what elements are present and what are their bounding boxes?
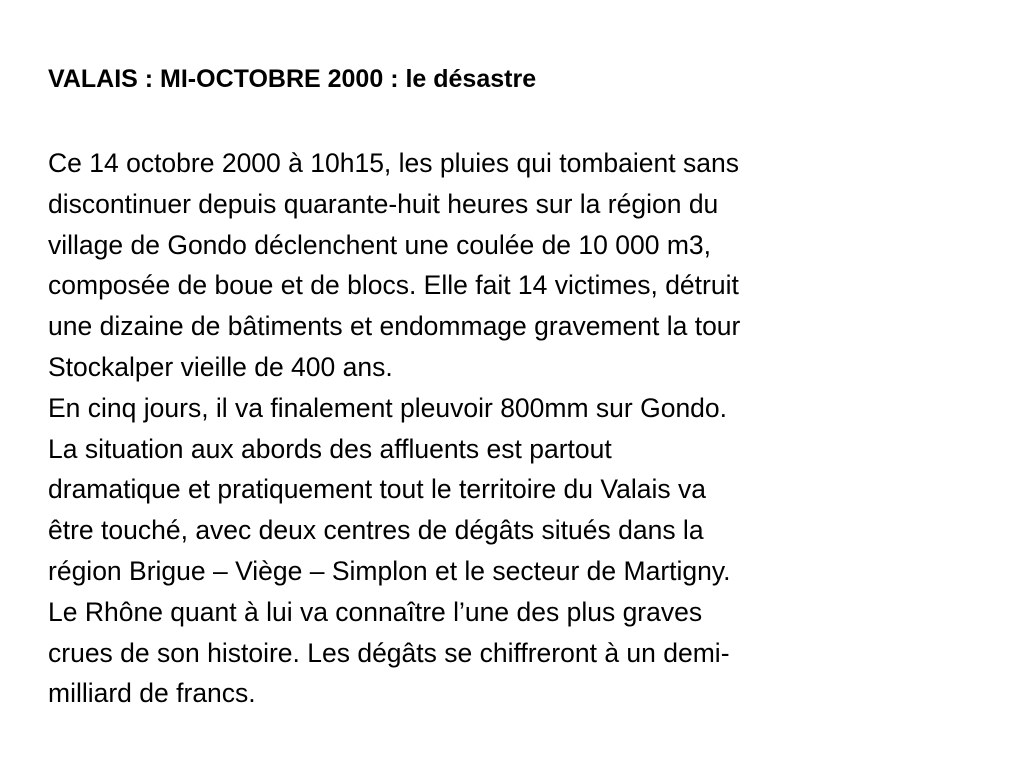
body-line: La situation aux abords des affluents est partout [48, 433, 612, 464]
body-line: région Brigue – Viège – Simplon et le secteur de Martigny. [48, 555, 731, 586]
body-line: milliard de francs. [48, 678, 256, 709]
body-line: Ce 14 octobre 2000 à 10h15, les pluies qui tombaient sans [48, 148, 739, 178]
body-line: être touché, avec deux centres de dégâts situés dans la [48, 515, 704, 546]
slide-title: VALAIS : MI-OCTOBRE 2000 : le désastre [48, 65, 537, 93]
body-line: composée de boue et de blocs. Elle fait 14 victimes, détruit [48, 270, 739, 301]
body-line: crues de son histoire. Les dégâts se chiffreront à un demi- [48, 637, 730, 668]
body-line: une dizaine de bâtiments et endommage gravement la tour [48, 311, 741, 342]
body-line: Le Rhône quant à lui va connaître l’une des plus graves [48, 596, 703, 627]
body-line: En cinq jours, il va finalement pleuvoir 800mm sur Gondo. [48, 392, 728, 423]
body-line: Stockalper vieille de 400 ans. [48, 351, 393, 382]
body-line: dramatique et pratiquement tout le territoire du Valais va [48, 474, 706, 505]
slide-body [48, 143, 978, 714]
body-line: village de Gondo déclenchent une coulée de 10 000 m3, [48, 229, 711, 260]
body-line: discontinuer depuis quarante-huit heures sur la région du [48, 188, 719, 219]
